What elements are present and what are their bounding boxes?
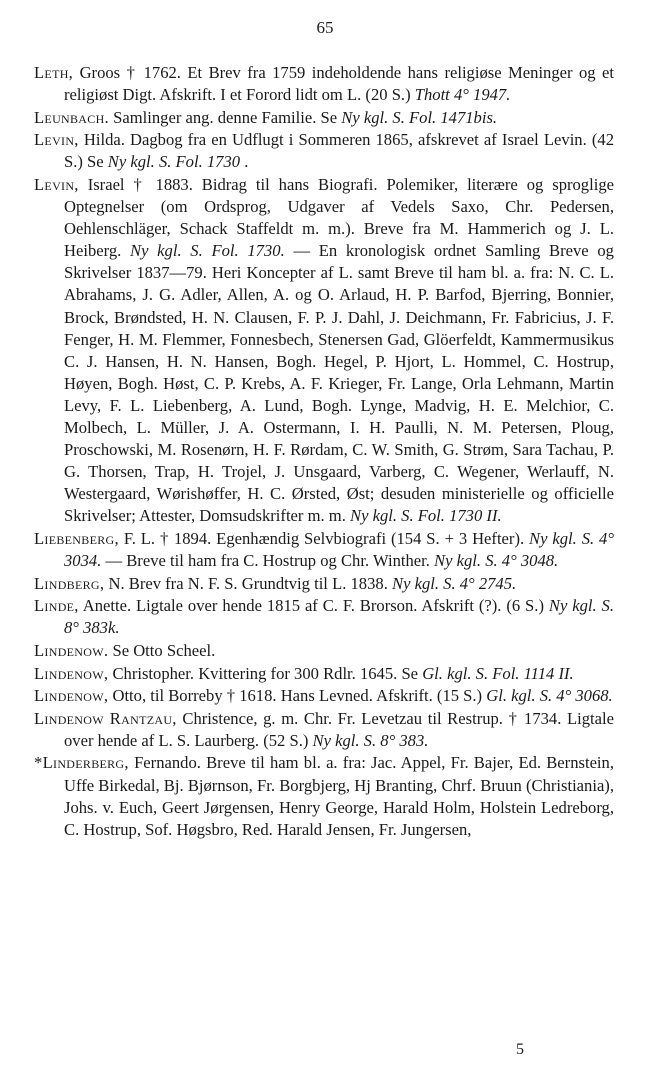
entry-heading: Lindberg, bbox=[34, 573, 105, 593]
entry-text: Se Otto Scheel. bbox=[108, 640, 216, 660]
entry-text: F. L. † 1894. Egenhændig Selvbiografi (154 S. + 3 Hefter). bbox=[118, 528, 530, 548]
entry-reference: Ny kgl. S. Fol. 1730 bbox=[107, 152, 241, 172]
entry-tail: — Breve til ham fra C. Hostrup og Chr. Winther. bbox=[101, 551, 435, 571]
entry-tail: . bbox=[240, 152, 249, 172]
entry-levin-israel bbox=[34, 174, 614, 528]
entry-reference: Ny kgl. S. 8° 383. bbox=[312, 730, 429, 750]
catalog-entries bbox=[34, 62, 614, 841]
entry-reference-2: Ny kgl. S. 4° 3048. bbox=[434, 551, 559, 571]
entry-text: Christence, g. m. Chr. Fr. Levetzau til Restrup. † 1734. Ligtale over hende af L. S. Laurberg. (52 S.) bbox=[64, 708, 614, 750]
entry-lindberg bbox=[34, 573, 614, 595]
entry-heading: Leth, bbox=[34, 63, 74, 82]
entry-lindenow bbox=[34, 640, 614, 662]
entry-liebenberg bbox=[34, 528, 614, 572]
entry-heading: Lindenow, bbox=[34, 686, 109, 706]
entry-text: N. Brev fra N. F. S. Grundtvig til L. 1838. bbox=[104, 573, 392, 593]
entry-heading: Lindenow, bbox=[34, 663, 109, 683]
entry-reference: Ny kgl. S. 4° 2745. bbox=[392, 573, 517, 593]
entry-text: Christopher. Kvittering for 300 Rdlr. 1645. Se bbox=[108, 663, 423, 683]
entry-reference: Thott 4° 1947. bbox=[414, 85, 511, 105]
entry-text: Anette. Ligtale over hende 1815 af C. F. Brorson. Afskrift (?). (6 S.) bbox=[78, 596, 549, 616]
entry-heading: Levin, bbox=[34, 130, 79, 150]
entry-heading: Lindenow Rantzau, bbox=[34, 708, 177, 728]
entry-reference: Ny kgl. S. Fol. 1730. bbox=[130, 241, 285, 261]
entry-lindenow-rantzau bbox=[34, 708, 614, 752]
entry-lindenow-christopher bbox=[34, 663, 614, 685]
entry-text: Samlinger ang. denne Familie. Se bbox=[109, 107, 342, 127]
entry-heading: *Linderberg, bbox=[34, 753, 129, 773]
entry-levin-hilda bbox=[34, 129, 614, 173]
entry-tail: — En kronologisk ordnet Samling Breve og Skrivelser 1837—79. Heri Koncepter af L. samt Breve til ham bl. a. fra: N. C. L. Abrahams, J. G. Adler, Allen, A. og O. Arlaud, H. P. Barfod, Bjerring, Bonnier, Brock, Brøndsted, H. N. Clausen, F. P. J. Dahl, J. Deichmann, Fr. Fabricius, J. F. Fenger, H. M. Flemmer, Fonnesbech, Stenersen Gad, Glöerfeldt, Kammermusikus C. J. Hansen, H. N. Hansen, Bogh. Hegel, P. Hjort, L. Hommel, C. Hostrup, Høyen, Bogh. Høst, C. P. Krebs, A. F. Krieger, Fr. Lange, Orla Lehmann, Martin Levy, F. L. Liebenberg, A. Lund, Bogh. Lynge, Madvig, H. E. Melchior, C. Molbech, L. Müller, J. A. Ostermann, I. H. Paulli, N. M. Petersen, Ploug, Proschowski, M. Rosenørn, H. F. Rørdam, C. W. Smith, G. Strøm, Sara Tachau, P. G. Thorsen, Trap, H. Trojel, J. Unsgaard, Varberg, C. Wegener, Werlauff, N. Westergaard, Wørishøffer, H. C. Ørsted, Øst; desuden ministerielle og officielle Skrivelser; Attester, Domsudskrifter m. m. bbox=[64, 241, 614, 526]
entry-heading: Leunbach. bbox=[34, 107, 109, 127]
signature-mark: 5 bbox=[516, 1041, 524, 1058]
entry-reference: Ny kgl. S. 4° 3034. bbox=[64, 528, 614, 571]
entry-text: Hilda. Dagbog fra en Udflugt i Sommeren 1865, afskrevet af Israel Levin. (42 S.) Se bbox=[64, 130, 614, 172]
entry-reference-2: Ny kgl. S. Fol. 1730 II. bbox=[350, 506, 502, 526]
entry-text: Groos † 1762. Et Brev fra 1759 indeholdende hans religiøse Meninger og et religiøst Digt. Afskrift. I et Forord lidt om L. (20 S.) bbox=[64, 63, 614, 105]
entry-leunbach bbox=[34, 107, 614, 129]
entry-reference: Ny kgl. S. Fol. 1471bis. bbox=[341, 107, 498, 127]
entry-heading: Levin, bbox=[34, 174, 79, 194]
entry-heading: Linde, bbox=[34, 596, 79, 616]
entry-linderberg bbox=[34, 752, 614, 840]
page-number: 65 bbox=[316, 18, 334, 37]
entry-reference: Gl. kgl. S. 4° 3068. bbox=[486, 686, 613, 706]
entry-lindenow-otto bbox=[34, 685, 614, 707]
entry-heading: Lindenow. bbox=[34, 640, 109, 660]
entry-leth-groos bbox=[34, 62, 614, 106]
entry-linde bbox=[34, 595, 614, 639]
entry-reference: Ny kgl. S. 8° 383k. bbox=[64, 596, 614, 638]
entry-reference: Gl. kgl. S. Fol. 1114 II. bbox=[422, 663, 574, 683]
entry-text: Israel † 1883. Bidrag til hans Biografi. Polemiker, literære og sproglige Optegnelser (om Ordsprog, Udgaver af Vedels Saxo, Chr. Pedersen, Oehlenschläger, Schack Staffeldt m. m.). Breve fra M. Hammerich og J. L. Heiberg. bbox=[64, 174, 614, 261]
entry-text: Fernando. Breve til ham bl. a. fra: Jac. Appel, Fr. Bajer, Ed. Bernstein, Uffe Birkedal, Bj. Bjørnson, Fr. Borgbjerg, Hj Branting, Chrf. Bruun (Christiania), Johs. v. Euch, Geert Jørgensen, Henry George, Harald Holm, Holstein Ledreborg, C. Hostrup, Sof. Høgsbro, Red. Harald Jensen, Fr. Jungersen, bbox=[64, 753, 614, 839]
entry-heading: Liebenberg, bbox=[34, 528, 119, 548]
entry-text: Otto, til Borreby † 1618. Hans Levned. Afskrift. (15 S.) bbox=[108, 686, 487, 706]
